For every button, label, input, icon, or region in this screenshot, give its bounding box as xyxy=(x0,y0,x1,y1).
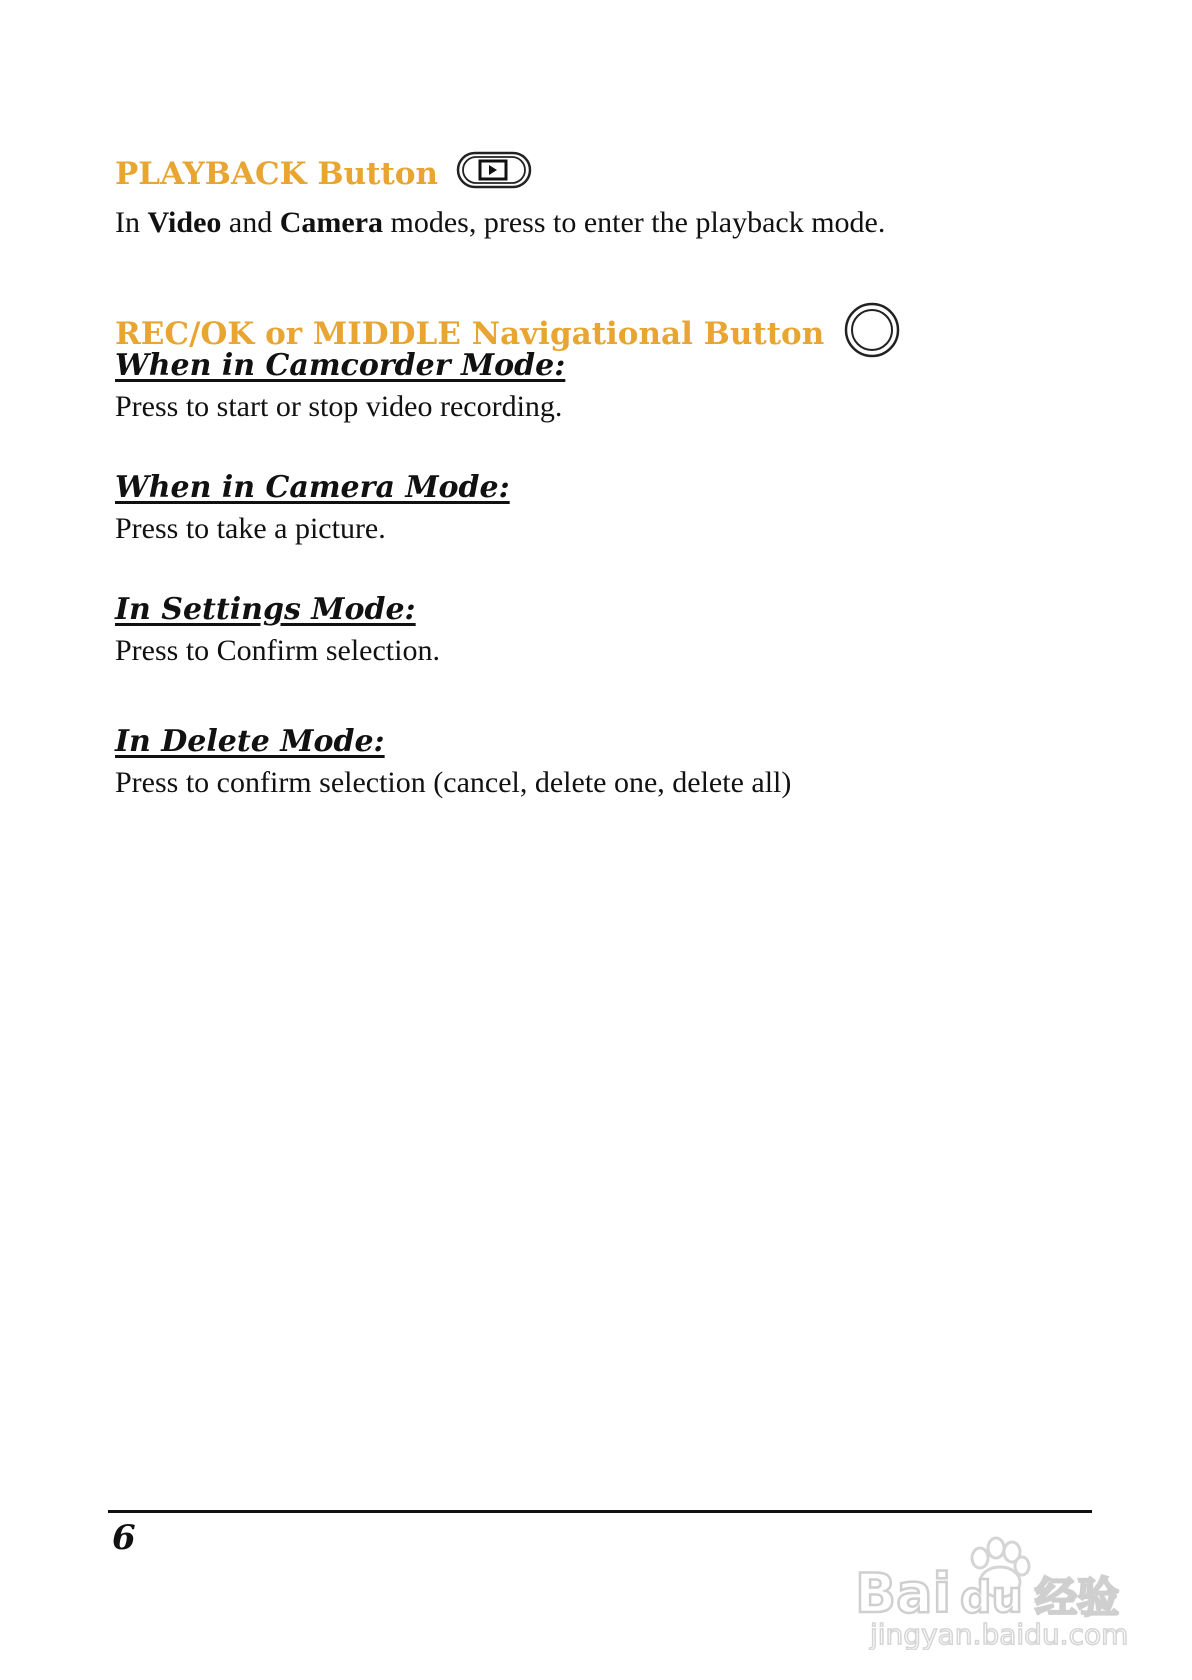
footer-divider xyxy=(108,1510,1092,1513)
camera-mode-text: Press to take a picture. xyxy=(115,512,386,545)
camcorder-mode-text: Press to start or stop video recording. xyxy=(115,390,563,423)
svg-text:Bai: Bai xyxy=(855,1562,952,1625)
settings-mode-text: Press to Confirm selection. xyxy=(115,634,440,667)
settings-mode-label: In Settings Mode: xyxy=(115,592,416,627)
delete-mode-text: Press to confirm selection (cancel, delete one, delete all) xyxy=(115,766,792,799)
playback-heading-text: PLAYBACK Button xyxy=(115,156,439,192)
playback-text-camera: Camera xyxy=(279,206,384,239)
svg-text:du: du xyxy=(960,1572,1023,1623)
svg-text:经验: 经验 xyxy=(1035,1573,1120,1622)
playback-description xyxy=(115,206,885,240)
delete-mode-label: In Delete Mode: xyxy=(115,724,385,759)
baidu-watermark-logo xyxy=(850,1530,1140,1650)
svg-text:jingyan.baidu.com: jingyan.baidu.com xyxy=(870,1618,1129,1650)
camera-mode-label: When in Camera Mode: xyxy=(115,470,510,505)
playback-text-prefix: In xyxy=(115,206,148,239)
camcorder-mode-label: When in Camcorder Mode: xyxy=(115,348,566,383)
playback-text-mid: and xyxy=(221,206,280,239)
recok-heading-text: REC/OK or MIDDLE Navigational Button xyxy=(115,316,825,352)
round-button-icon xyxy=(842,300,902,368)
playback-text-video: Video xyxy=(147,206,222,239)
page-number: 6 xyxy=(112,1518,136,1558)
playback-button-icon xyxy=(456,150,532,198)
playback-text-suffix: modes, press to enter the playback mode. xyxy=(383,206,886,239)
playback-heading xyxy=(115,150,532,198)
